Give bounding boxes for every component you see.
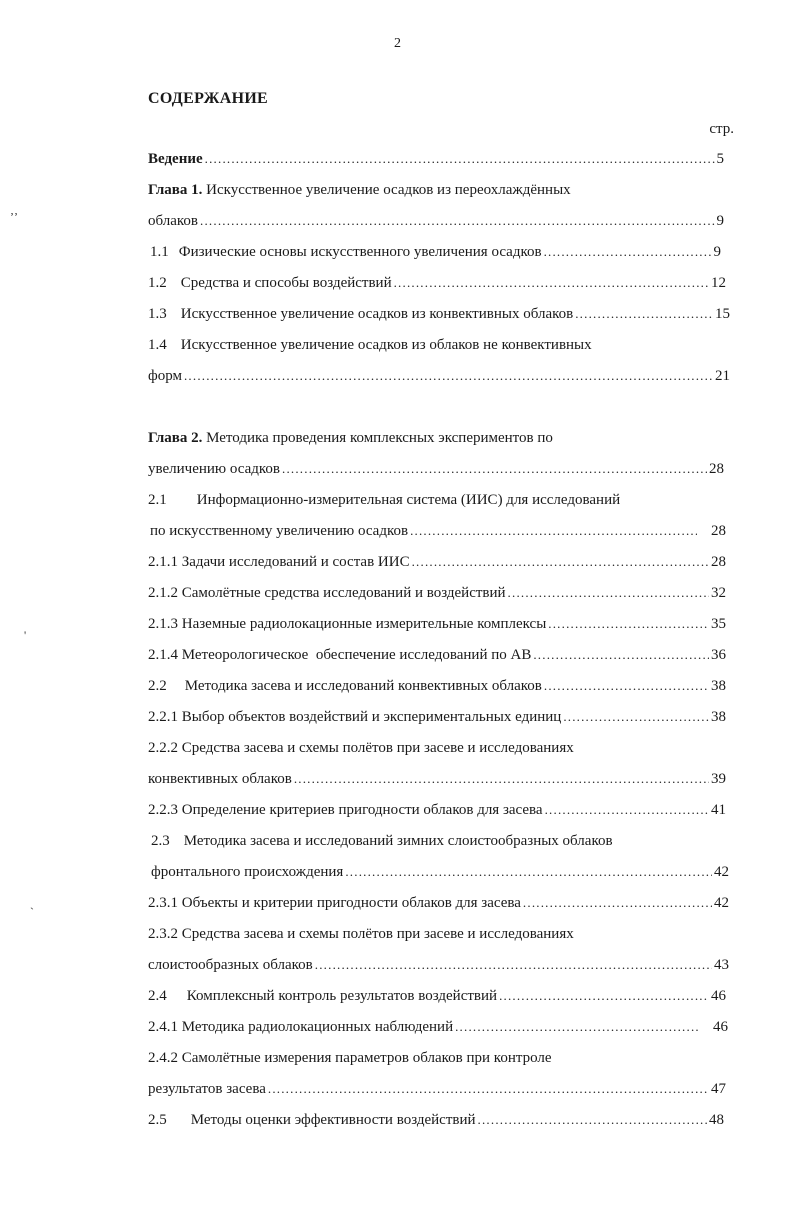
toc-entry-page: 12	[711, 275, 726, 291]
toc-entry-page: 38	[711, 678, 726, 694]
leader-dots	[394, 273, 709, 293]
toc-entry-label: 2.1.1 Задачи исследований и состав ИИС	[148, 554, 410, 570]
toc-entry-2-2-2-line1[interactable]: 2.2.2 Средства засева и схемы полётов при засеве и исследованиях	[148, 740, 574, 756]
toc-entry-chapter-2-line1[interactable]	[148, 428, 553, 448]
toc-entry-2-5[interactable]	[148, 1110, 724, 1130]
toc-entry-2-3-2-line2[interactable]	[148, 955, 729, 975]
leader-dots	[205, 149, 715, 169]
toc-entry-1-3[interactable]	[148, 304, 730, 324]
section-number: 2.3	[151, 833, 170, 849]
toc-entry-label: 2.1.2 Самолётные средства исследований и воздействий	[148, 585, 506, 601]
toc-entry-2-4-1[interactable]	[148, 1017, 728, 1037]
leader-dots	[455, 1017, 699, 1037]
leader-dots	[412, 552, 709, 572]
toc-entry-page: 32	[711, 585, 726, 601]
leader-dots	[345, 862, 712, 882]
toc-entry-label: 2.3.1 Объекты и критерии пригодности облаков для засева	[148, 895, 521, 911]
toc-entry-page: 15	[715, 306, 730, 322]
toc-entry-label-cont: увеличению осадков	[148, 461, 280, 477]
toc-entry-2-1-line1[interactable]	[148, 490, 620, 510]
toc-entry-2-2-2-line2[interactable]	[148, 769, 726, 789]
toc-entry-2-4-2-line2[interactable]	[148, 1079, 726, 1099]
toc-entry-page: 9	[713, 244, 721, 260]
toc-entry-2-4-2-line1[interactable]: 2.4.2 Самолётные измерения параметров облаков при контроле	[148, 1050, 552, 1066]
toc-entry-page: 39	[711, 771, 726, 787]
toc-entry-page: 46	[713, 1019, 728, 1035]
toc-entry-label-cont: облаков	[148, 213, 199, 229]
toc-entry-label-cont: слоистообразных облаков	[148, 957, 313, 973]
leader-dots	[315, 955, 712, 975]
toc-entry-label: 2.2.1 Выбор объектов воздействий и экспериментальных единиц	[148, 709, 562, 725]
leader-dots	[548, 614, 709, 634]
toc-entry-page: 36	[711, 647, 726, 663]
toc-entry-2-1-line2[interactable]	[150, 521, 726, 541]
leader-dots	[545, 800, 709, 820]
toc-entry-label: 2.1.3 Наземные радиолокационные измерительные комплексы	[148, 616, 547, 632]
toc-entry-label: 2.4.1 Методика радиолокационных наблюдений	[148, 1019, 454, 1035]
section-number: 2.1	[148, 492, 167, 508]
toc-entry-label-cont: фронтального происхождения	[151, 864, 344, 880]
toc-entry-2-1-3[interactable]	[148, 614, 726, 634]
toc-entry-2-3-1[interactable]	[148, 893, 729, 913]
leader-dots	[282, 459, 707, 479]
toc-entry-page: 28	[709, 461, 724, 477]
toc-entry-label: 2.2.3 Определение критериев пригодности облаков для засева	[148, 802, 543, 818]
page-column-label: стр.	[709, 121, 734, 137]
leader-dots	[563, 707, 709, 727]
toc-entry-2-1-1[interactable]	[148, 552, 726, 572]
leader-dots	[508, 583, 709, 603]
toc-entry-label: Методика засева и исследований зимних слоистообразных облаков	[183, 833, 613, 849]
toc-entry-page: 42	[714, 864, 729, 880]
toc-entry-page: 48	[709, 1112, 724, 1128]
toc-entry-label: Методика проведения комплексных экспериментов по	[206, 430, 553, 446]
scan-mark: ˋ	[30, 905, 34, 919]
toc-entry-label-cont: результатов засева	[148, 1081, 266, 1097]
leader-dots	[184, 366, 713, 386]
toc-entry-label: Методы оценки эффективности воздействий	[190, 1112, 476, 1128]
toc-entry-chapter-2-line2[interactable]	[148, 459, 724, 479]
section-number: 1.1	[150, 244, 169, 260]
toc-entry-label: Физические основы искусственного увеличения осадков	[178, 244, 542, 260]
toc-entry-page: 47	[711, 1081, 726, 1097]
scan-mark: '	[24, 628, 27, 642]
toc-entry-1-1[interactable]	[150, 242, 721, 262]
leader-dots	[268, 1079, 709, 1099]
toc-entry-page: 5	[716, 151, 724, 167]
toc-entry-label: Комплексный контроль результатов воздействий	[186, 988, 498, 1004]
section-number: 2.5	[148, 1112, 167, 1128]
toc-entry-label: Ведение	[148, 151, 203, 167]
toc-entry-2-3-2-line1[interactable]: 2.3.2 Средства засева и схемы полётов при засеве и исследованиях	[148, 926, 574, 942]
toc-entry-label: 2.1.4 Метеорологическое обеспечение исследований по АВ	[148, 647, 532, 663]
toc-entry-label: Средства и способы воздействий	[180, 275, 392, 291]
page-number: 2	[394, 36, 401, 51]
toc-entry-2-4[interactable]	[148, 986, 726, 1006]
toc-entry-label: Искусственное увеличение осадков из облаков не конвективных	[180, 337, 592, 353]
leader-dots	[544, 242, 712, 262]
toc-entry-page: 9	[716, 213, 724, 229]
toc-entry-label-cont: по искусственному увеличению осадков	[150, 523, 409, 539]
toc-entry-2-1-2[interactable]	[148, 583, 726, 603]
section-number: 1.3	[148, 306, 167, 322]
leader-dots	[499, 986, 709, 1006]
section-number: 1.2	[148, 275, 167, 291]
leader-dots	[410, 521, 697, 541]
toc-entry-page: 41	[711, 802, 726, 818]
toc-entry-page: 28	[711, 554, 726, 570]
chapter-number: Глава 2.	[148, 430, 203, 446]
toc-entry-page: 28	[711, 523, 726, 539]
scan-mark: ‚‚	[10, 203, 18, 217]
section-number: 2.2	[148, 678, 167, 694]
toc-entry-label: Методика засева и исследований конвективных облаков	[184, 678, 542, 694]
toc-entry-page: 35	[711, 616, 726, 632]
toc-entry-page: 38	[711, 709, 726, 725]
toc-entry-2-2[interactable]	[148, 676, 726, 696]
toc-entry-label-cont: форм	[148, 368, 182, 384]
chapter-number: Глава 1.	[148, 182, 203, 198]
toc-entry-page: 46	[711, 988, 726, 1004]
toc-entry-2-1-4[interactable]	[148, 645, 726, 665]
toc-entry-2-3-line2[interactable]	[151, 862, 729, 882]
toc-entry-1-4-line1[interactable]	[148, 335, 592, 355]
toc-entry-introduction[interactable]	[148, 149, 724, 169]
toc-entry-page: 42	[714, 895, 729, 911]
toc-entry-page: 43	[714, 957, 729, 973]
toc-entry-label-cont: конвективных облаков	[148, 771, 292, 787]
leader-dots	[478, 1110, 707, 1130]
toc-entry-page: 21	[715, 368, 730, 384]
leader-dots	[294, 769, 709, 789]
toc-entry-2-2-3[interactable]	[148, 800, 726, 820]
toc-entry-1-4-line2[interactable]	[148, 366, 730, 386]
toc-entry-2-2-1[interactable]	[148, 707, 726, 727]
toc-entry-label: Искусственное увеличение осадков из переохлаждённых	[206, 182, 571, 198]
toc-entry-chapter-1-line2[interactable]	[148, 211, 724, 231]
toc-entry-label: Искусственное увеличение осадков из конвективных облаков	[180, 306, 574, 322]
toc-entry-label: Информационно-измерительная система (ИИС) для исследований	[196, 492, 621, 508]
toc-entry-1-2[interactable]	[148, 273, 726, 293]
section-number: 1.4	[148, 337, 167, 353]
leader-dots	[575, 304, 713, 324]
section-number: 2.4	[148, 988, 167, 1004]
leader-dots	[544, 676, 709, 696]
toc-entry-2-3-line1[interactable]	[151, 831, 613, 851]
leader-dots	[200, 211, 714, 231]
toc-title: СОДЕРЖАНИЕ	[148, 90, 269, 107]
leader-dots	[523, 893, 712, 913]
toc-entry-chapter-1-line1[interactable]	[148, 180, 571, 200]
leader-dots	[533, 645, 709, 665]
